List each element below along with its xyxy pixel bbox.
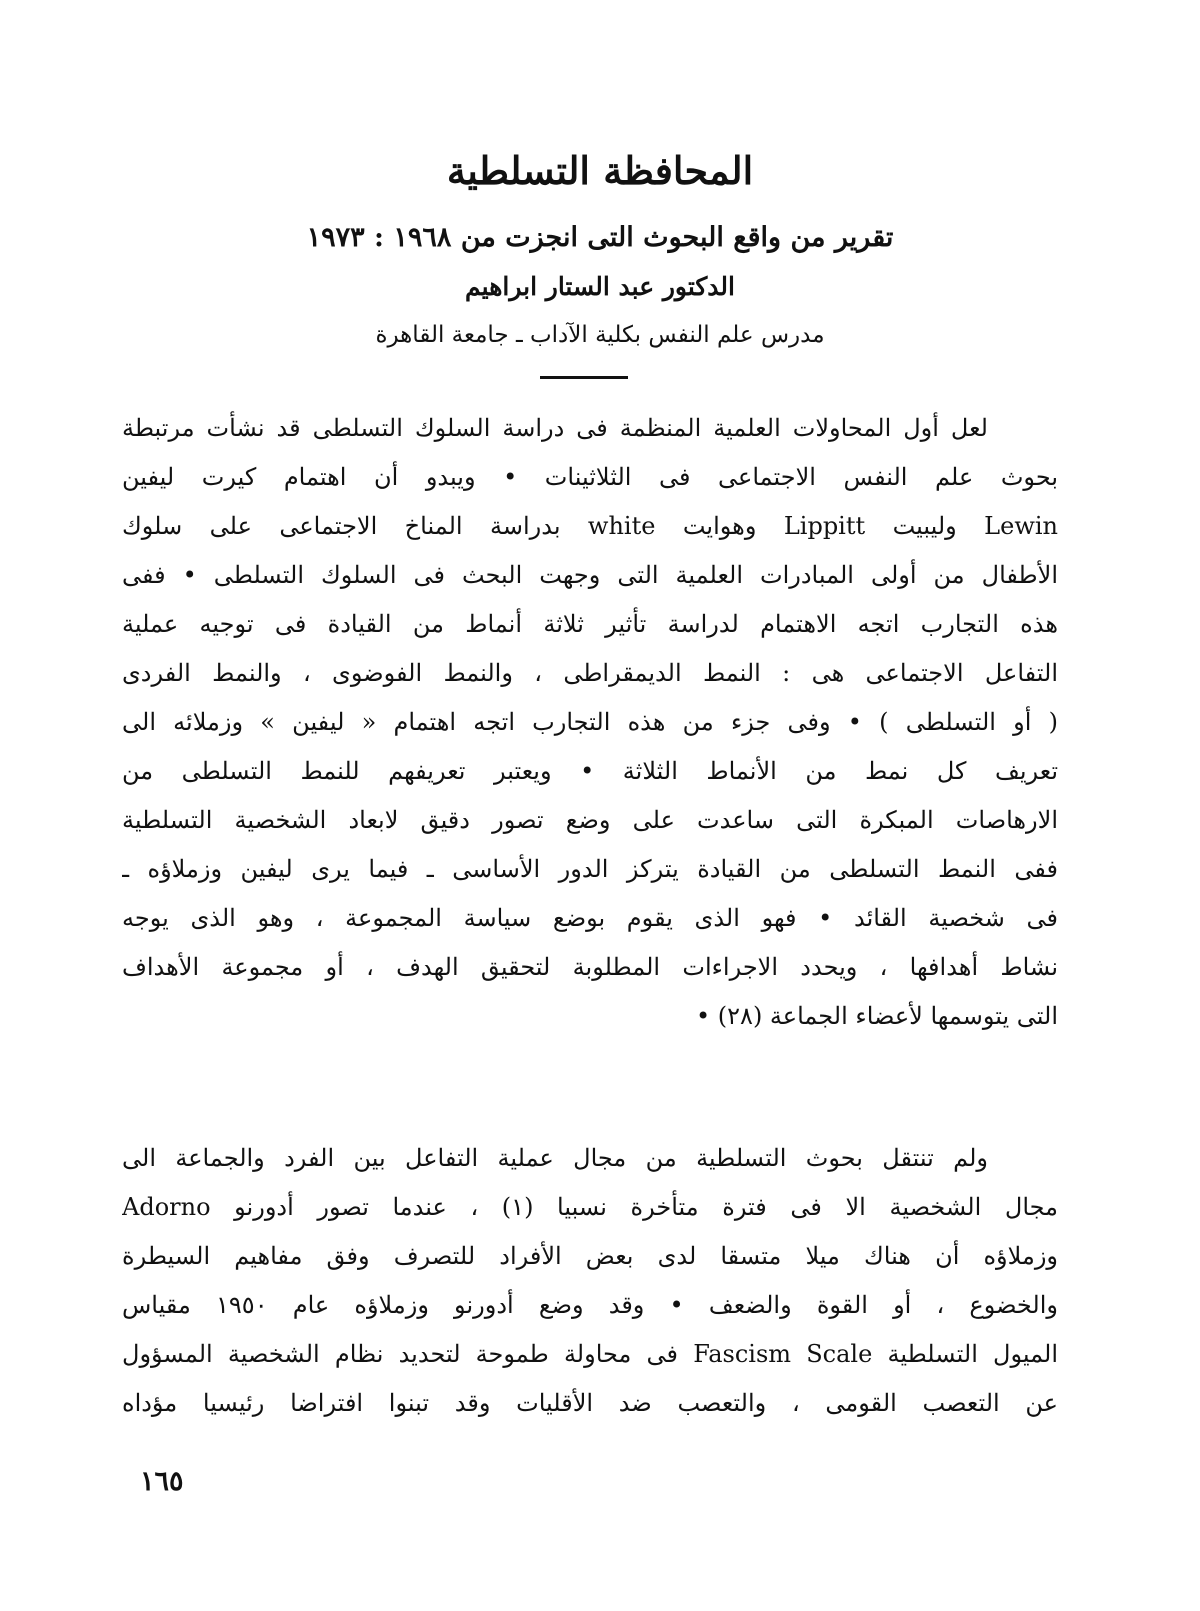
text-line: ولم تنتقل بحوث التسلطية من مجال عملية التفاعل بين الفرد والجماعة الى <box>122 1144 988 1172</box>
text-line: والخضوع ، أو القوة والضعف • وقد وضع أدورنو وزملاؤه عام ١٩٥٠ مقياس <box>122 1291 1058 1319</box>
text-line: هذه التجارب اتجه الاهتمام لدراسة تأثير ثلاثة أنماط من القيادة فى توجيه عملية <box>122 610 1058 638</box>
paragraph-1 <box>122 404 1058 1041</box>
text-line: الأطفال من أولى المبادرات العلمية التى وجهت البحث فى السلوك التسلطى • ففى <box>122 561 1058 589</box>
text-line: فى شخصية القائد • فهو الذى يقوم بوضع سياسة المجموعة ، وهو الذى يوجه <box>122 904 1058 932</box>
text-line: لعل أول المحاولات العلمية المنظمة فى دراسة السلوك التسلطى قد نشأت مرتبطة <box>122 414 988 442</box>
document-subtitle: تقرير من واقع البحوث التى انجزت من ١٩٦٨ : ١٩٧٣ <box>306 222 894 253</box>
text-line: تعريف كل نمط من الأنماط الثلاثة • ويعتبر تعريفهم للنمط التسلطى من <box>122 757 1058 785</box>
document-title: المحافظة التسلطية <box>446 148 754 193</box>
text-line: وزملاؤه أن هناك ميلا متسقا لدى بعض الأفراد للتصرف وفق مفاهيم السيطرة <box>122 1242 1058 1270</box>
page-number: ١٦٥ <box>140 1466 184 1497</box>
text-line: بحوث علم النفس الاجتماعى فى الثلاثينات • ويبدو أن اهتمام كيرت ليفين <box>122 463 1058 491</box>
text-line: Lewin وليبيت Lippitt وهوايت white بدراسة المناخ الاجتماعى على سلوك <box>122 512 1058 540</box>
text-line: التى يتوسمها لأعضاء الجماعة (٢٨) • <box>696 1002 1058 1030</box>
text-line: الارهاصات المبكرة التى ساعدت على وضع تصور دقيق لابعاد الشخصية التسلطية <box>122 806 1058 834</box>
text-line: التفاعل الاجتماعى هى : النمط الديمقراطى ، والنمط الفوضوى ، والنمط الفردى <box>122 659 1058 687</box>
text-line: الميول التسلطية Fascism Scale فى محاولة طموحة لتحديد نظام الشخصية المسؤول <box>122 1340 1058 1368</box>
text-line: عن التعصب القومى ، والتعصب ضد الأقليات وقد تبنوا افتراضا رئيسيا مؤداه <box>122 1389 1058 1417</box>
text-line: ففى النمط التسلطى من القيادة يتركز الدور الأساسى ـ فيما يرى ليفين وزملاؤه ـ <box>122 855 1058 883</box>
header-divider <box>540 376 628 379</box>
text-line: ( أو التسلطى ) • وفى جزء من هذه التجارب اتجه اهتمام « ليفين » وزملائه الى <box>122 708 1058 736</box>
text-line: نشاط أهدافها ، ويحدد الاجراءات المطلوبة لتحقيق الهدف ، أو مجموعة الأهداف <box>122 953 1058 981</box>
paragraph-2 <box>122 1134 1058 1428</box>
text-line: مجال الشخصية الا فى فترة متأخرة نسبيا (١) ، عندما تصور أدورنو Adorno <box>122 1193 1058 1221</box>
author-affiliation: مدرس علم النفس بكلية الآداب ـ جامعة القاهرة <box>375 322 825 348</box>
author-name: الدكتور عبد الستار ابراهيم <box>465 272 735 301</box>
